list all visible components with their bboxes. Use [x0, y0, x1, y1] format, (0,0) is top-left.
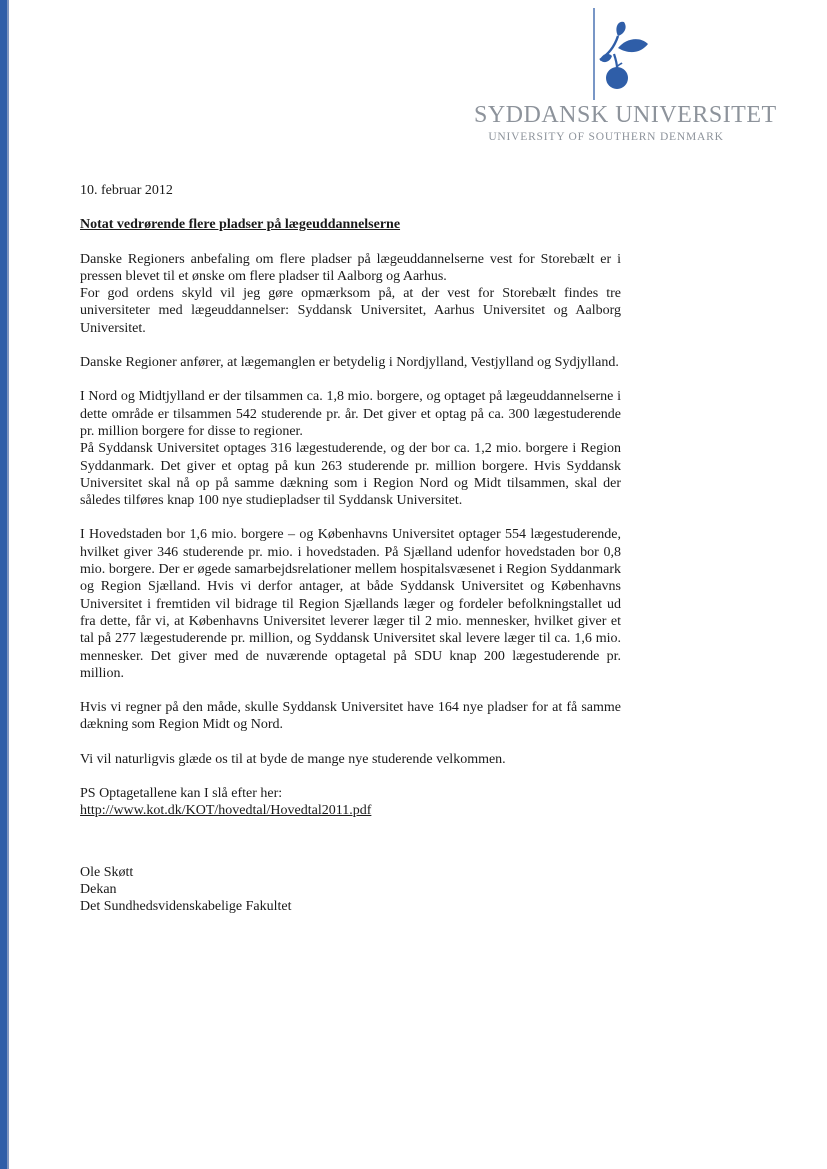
signer-faculty: Det Sundhedsvidenskabelige Fakultet	[80, 899, 292, 915]
page-left-edge-shadow	[7, 0, 9, 1169]
paragraph-text: Vi vil naturligvis glæde os til at byde de mange nye studerende velkommen.	[80, 751, 506, 767]
signer-name: Ole Skøtt	[80, 864, 134, 880]
statistics-link[interactable]: http://www.kot.dk/KOT/hovedtal/Hovedtal2011.pdf	[80, 803, 372, 819]
paragraph-text: I Nord og Midtjylland er der tilsammen ca. 1,8 mio. borgere, og optaget på lægeuddannelserne i dette område er tilsammen 542 studerende pr. år. Det giver et optag på ca. 300 lægestuderende pr. million borgere for disse to regioner.	[80, 389, 621, 439]
paragraph	[80, 388, 621, 509]
letter-date: 10. februar 2012	[80, 183, 173, 198]
letter-body	[80, 182, 621, 916]
paragraph-text: På Syddansk Universitet optages 316 lægestuderende, og der bor ca. 1,2 mio. borgere i Region Syddanmark. Det giver et optag på kun 263 studerende pr. million borgere. Hvis Syddansk Universitet skal nå op på samme dækning som i Region Nord og Midt tilsammen, skal der således tilføres knap 100 nye studiepladser til Syddansk Universitet.	[80, 441, 621, 509]
signer-title: Dekan	[80, 881, 117, 897]
page-left-edge-stripe	[0, 0, 7, 1169]
university-subtitle: UNIVERSITY OF SOUTHERN DENMARK	[488, 131, 724, 143]
paragraph-text: Danske Regioner anfører, at lægemanglen er betydelig i Nordjylland, Vestjylland og Sydjylland.	[80, 355, 619, 371]
paragraph-text: Hvis vi regner på den måde, skulle Syddansk Universitet have 164 nye pladser for at få samme dækning som Region Midt og Nord.	[80, 700, 621, 733]
apple-tree-logo-icon	[588, 8, 668, 100]
postscript-text: PS Optagetallene kan I slå efter her:	[80, 786, 283, 802]
paragraph-text: For god ordens skyld vil jeg gøre opmærksom på, at der vest for Storebælt findes tre universiteter med lægeuddannelser: Syddansk Universitet, Aarhus Universitet og Aalborg Universitet.	[80, 286, 621, 336]
paragraph	[80, 251, 621, 337]
paragraph	[80, 354, 621, 371]
letter-heading: Notat vedrørende flere pladser på lægeuddannelserne	[80, 217, 401, 233]
paragraph	[80, 526, 621, 682]
signature-block	[80, 864, 621, 916]
paragraph-text: I Hovedstaden bor 1,6 mio. borgere – og Københavns Universitet optager 554 lægestuderende, hvilket giver 346 studerende pr. mio. i hovedstaden. På Sjælland udenfor hovedstaden bor 0,8 mio. borgere. Der er øgede samarbejdsrelationer mellem hospitalsvæsenet i Region Syddanmark og Region Sjælland. Hvis vi derfor antager, at både Syddansk Universitet og Københavns Universitet i fremtiden vil bidrage til Region Sjællands læger og fordeler befolkningstallet ud fra dette, får vi, at Københavns Universitet leverer læger til 2 mio. mennesker, hvilket giver et tal på 277 lægestuderende pr. million, og Syddansk Universitet skal levere læger til ca. 1,6 mio. mennesker. Det giver med de nuværende optagetal på SDU knap 200 lægestuderende pr. million.	[80, 527, 621, 681]
paragraph-text: Danske Regioners anbefaling om flere pladser på lægeuddannelserne vest for Storebælt er i pressen blevet til et ønske om flere pladser til Aalborg og Aarhus.	[80, 251, 621, 284]
postscript	[80, 785, 621, 820]
university-name: SYDDANSK UNIVERSITET	[474, 102, 777, 128]
university-logo	[470, 8, 777, 143]
paragraph	[80, 751, 621, 768]
paragraph	[80, 699, 621, 734]
